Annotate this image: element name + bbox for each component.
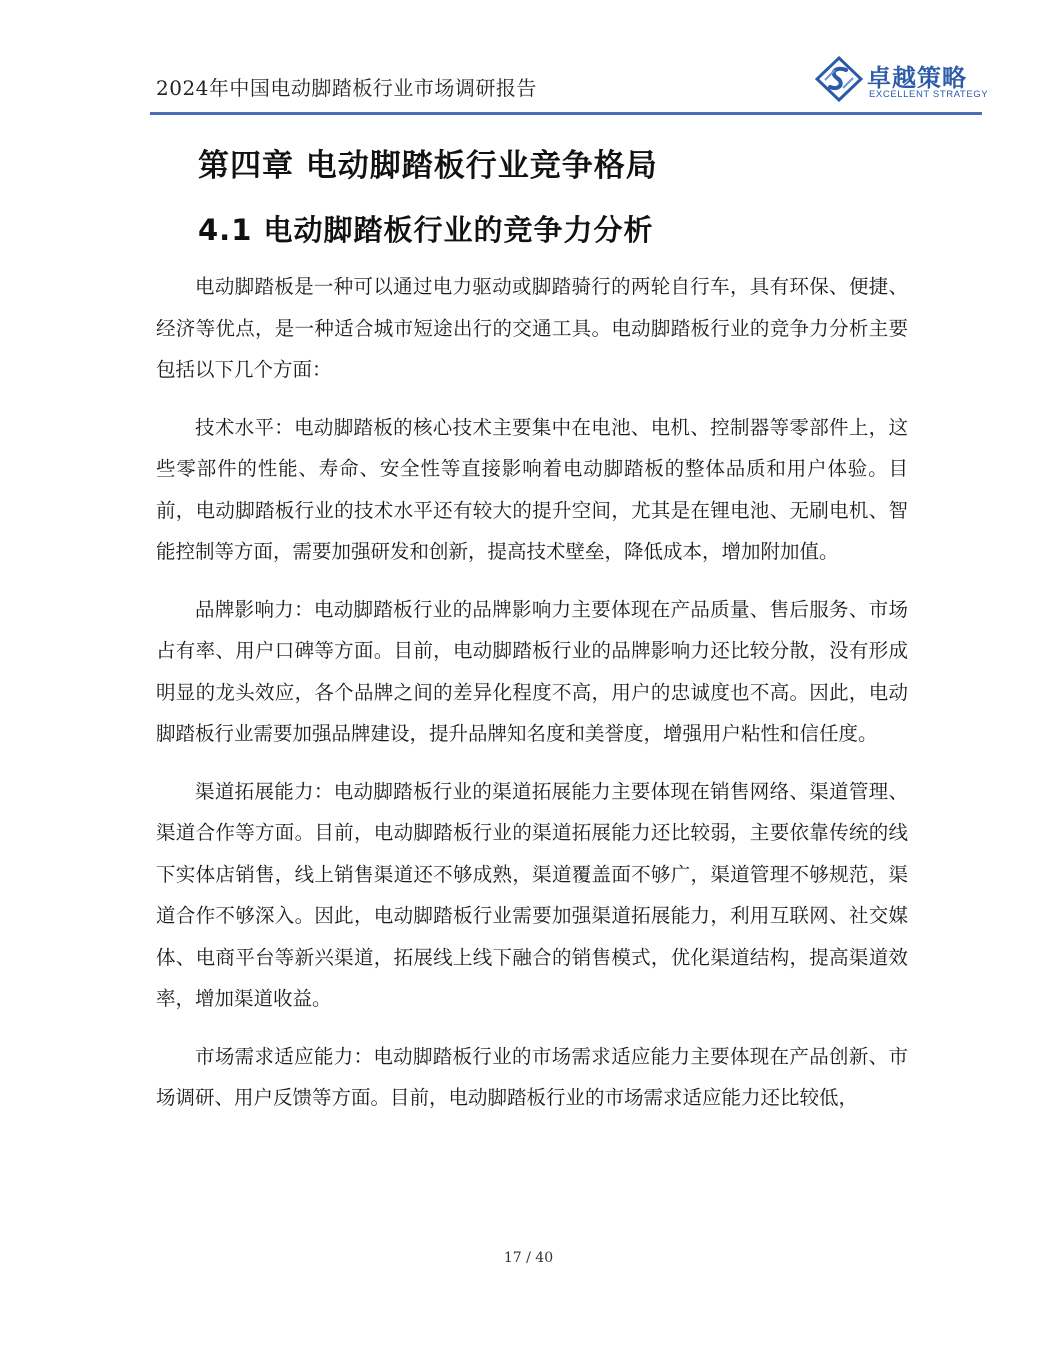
- body-text: [156, 266, 908, 1135]
- page-number: 17 / 40: [503, 1250, 554, 1266]
- header-divider: [150, 112, 982, 115]
- company-logo: [815, 56, 990, 106]
- document-title: 2024年中国电动脚踏板行业市场调研报告: [156, 76, 537, 100]
- logo-name-en: EXCELLENT STRATEGY: [869, 89, 989, 100]
- paragraph-channel: 渠道拓展能力：电动脚踏板行业的渠道拓展能力主要体现在销售网络、渠道管理、渠道合作等方面。目前，电动脚踏板行业的渠道拓展能力还比较弱，主要依靠传统的线下实体店销售，线上销售渠道还不够成熟，渠道覆盖面不够广，渠道管理不够规范，渠道合作不够深入。因此，电动脚踏板行业需要加强渠道拓展能力，利用互联网、社交媒体、电商平台等新兴渠道，拓展线上线下融合的销售模式，优化渠道结构，提高渠道效率，增加渠道收益。: [156, 779, 908, 1010]
- paragraph-technology: 技术水平：电动脚踏板的核心技术主要集中在电池、电机、控制器等零部件上，这些零部件的性能、寿命、安全性等直接影响着电动脚踏板的整体品质和用户体验。目前，电动脚踏板行业的技术水平还有较大的提升空间，尤其是在锂电池、无刷电机、智能控制等方面，需要加强研发和创新，提高技术壁垒，降低成本，增加附加值。: [156, 415, 908, 563]
- section-title: 4.1 电动脚踏板行业的竞争力分析: [198, 213, 654, 247]
- paragraph-intro: 电动脚踏板是一种可以通过电力驱动或脚踏骑行的两轮自行车，具有环保、便捷、经济等优点，是一种适合城市短途出行的交通工具。电动脚踏板行业的竞争力分析主要包括以下几个方面：: [156, 275, 908, 381]
- paragraph-market-demand: 市场需求适应能力：电动脚踏板行业的市场需求适应能力主要体现在产品创新、市场调研、用户反馈等方面。目前，电动脚踏板行业的市场需求适应能力还比较低，: [156, 1044, 908, 1109]
- page-header: [0, 0, 1057, 120]
- paragraph-brand: 品牌影响力：电动脚踏板行业的品牌影响力主要体现在产品质量、售后服务、市场占有率、用户口碑等方面。目前，电动脚踏板行业的品牌影响力还比较分散，没有形成明显的龙头效应，各个品牌之间的差异化程度不高，用户的忠诚度也不高。因此，电动脚踏板行业需要加强品牌建设，提升品牌知名度和美誉度，增强用户粘性和信任度。: [156, 597, 908, 745]
- logo-name-cn: 卓越策略: [867, 64, 967, 92]
- chapter-title: 第四章 电动脚踏板行业竞争格局: [198, 148, 658, 184]
- diamond-s-logo-icon: [815, 56, 863, 102]
